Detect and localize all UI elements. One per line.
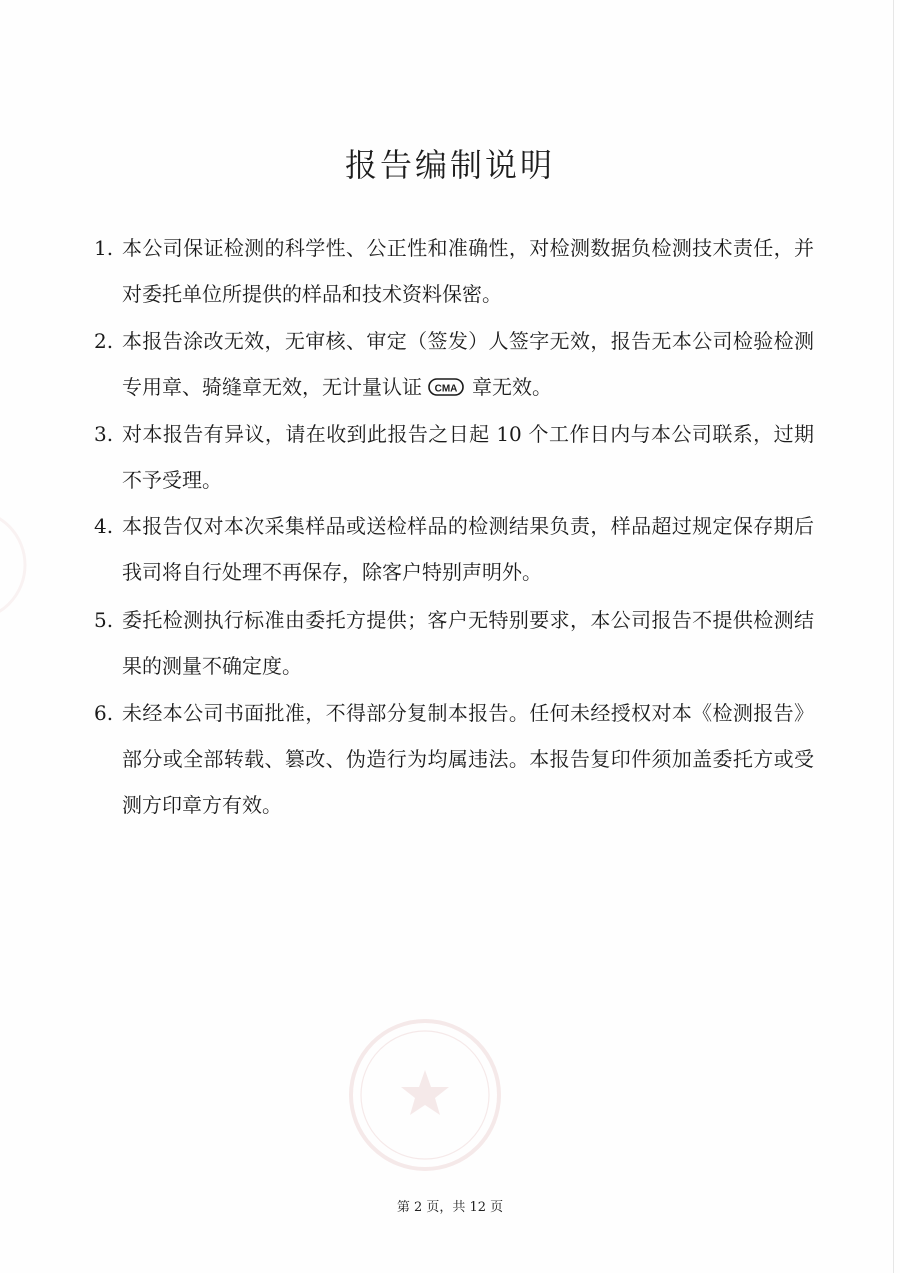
item-number: 6.: [94, 701, 114, 725]
item-text: 本报告仅对本次采集样品或送检样品的检测结果负责，样品超过规定保存期后我司将自行处理不再保存，除客户特别声明外。: [122, 514, 814, 584]
item-number: 5.: [94, 608, 114, 632]
item-text-after: 章无效。: [472, 375, 552, 399]
company-seal: [345, 1015, 505, 1175]
item-text: 未经本公司书面批准，不得部分复制本报告。任何未经授权对本《检测报告》部分或全部转载、篡改、伪造行为均属违法。本报告复印件须加盖委托方或受测方印章方有效。: [122, 701, 814, 817]
item-text-before: 本报告涂改无效，无审核、审定（签发）人签字无效，报告无本公司检验检测专用章、骑缝章无效，无计量认证: [122, 329, 814, 399]
item-text: 本公司保证检测的科学性、公正性和准确性，对检测数据负检测技术责任，并对委托单位所提供的样品和技术资料保密。: [122, 236, 814, 306]
cma-mark-label: CMA: [434, 383, 458, 395]
item-number: 4.: [94, 514, 114, 538]
cma-mark-icon: [428, 377, 464, 397]
item-number: 2.: [94, 329, 114, 353]
item-text: [122, 318, 814, 410]
item-text: 对本报告有异议，请在收到此报告之日起 10 个工作日内与本公司联系，过期不予受理。: [122, 422, 814, 492]
item-number: 1.: [94, 236, 114, 260]
page-title: 报告编制说明: [344, 146, 555, 184]
partial-seal-left: [0, 505, 30, 625]
item-number: 3.: [94, 422, 114, 446]
page-edge-line: [893, 0, 894, 1273]
item-text: 委托检测执行标准由委托方提供；客户无特别要求，本公司报告不提供检测结果的测量不确定度。: [122, 608, 814, 678]
page-footer: 第 2 页，共 12 页: [396, 1200, 504, 1215]
